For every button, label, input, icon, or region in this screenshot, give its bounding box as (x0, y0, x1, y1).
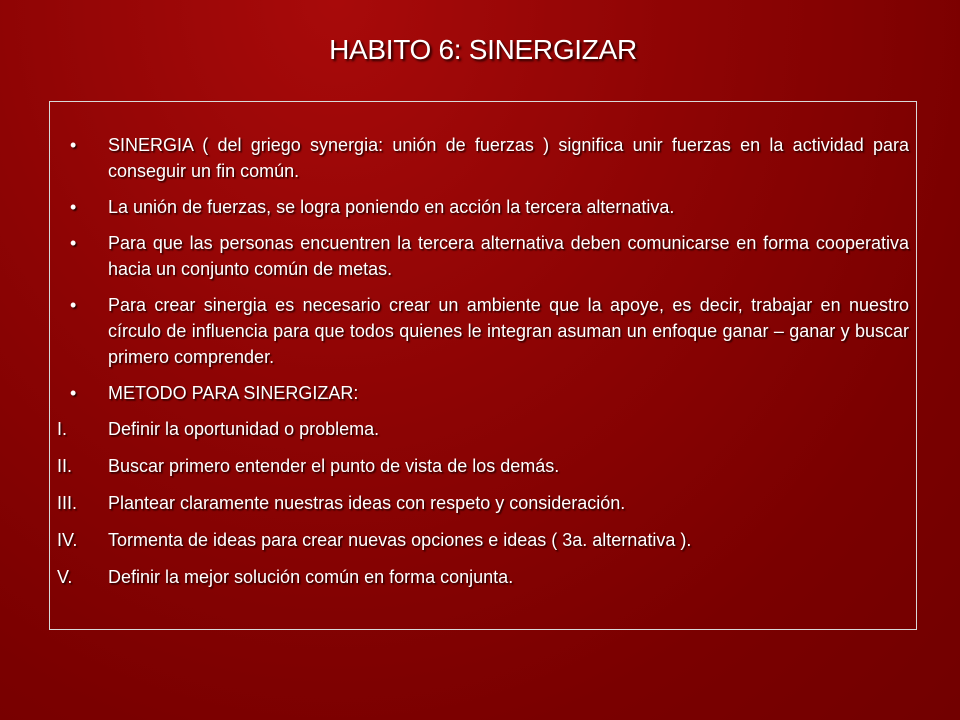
bullet-text: Para que las personas encuentren la tercera alternativa deben comunicarse en forma cooperativa hacia un conjunto común de metas. (108, 233, 909, 279)
bullet-marker: • (70, 135, 77, 155)
bullet-marker: • (70, 197, 77, 217)
bullet-text: La unión de fuerzas, se logra poniendo en acción la tercera alternativa. (108, 197, 675, 217)
step-item (57, 453, 909, 479)
step-item (57, 527, 909, 553)
bullet-text: SINERGIA ( del griego synergia: unión de fuerzas ) significa unir fuerzas en la actividad para conseguir un fin común. (108, 135, 909, 181)
step-numeral: IV. (57, 530, 78, 550)
slide-title: HABITO 6: SINERGIZAR (329, 34, 637, 65)
bullet-marker: • (70, 233, 77, 253)
step-item (57, 416, 909, 442)
bullet-marker: • (70, 295, 77, 315)
step-text: Definir la oportunidad o problema. (108, 419, 380, 439)
step-text: Buscar primero entender el punto de vista de los demás. (108, 456, 560, 476)
bullet-item (57, 292, 909, 370)
step-text: Tormenta de ideas para crear nuevas opciones e ideas ( 3a. alternativa ). (108, 530, 692, 550)
content-box (49, 101, 917, 630)
step-item (57, 490, 909, 516)
bullet-item (57, 380, 909, 406)
bullet-text: METODO PARA SINERGIZAR: (108, 383, 359, 403)
bullet-item (57, 132, 909, 184)
content-list (57, 132, 909, 601)
bullet-text: Para crear sinergia es necesario crear un ambiente que la apoye, es decir, trabajar en nuestro círculo de influencia para que todos quienes le integran asuman un enfoque ganar – ganar y buscar primero comprender. (108, 295, 909, 367)
bullet-item (57, 230, 909, 282)
step-text: Definir la mejor solución común en forma conjunta. (108, 567, 514, 587)
step-numeral: I. (57, 419, 68, 439)
step-numeral: II. (57, 456, 73, 476)
step-numeral: V. (57, 567, 73, 587)
step-numeral: III. (57, 493, 78, 513)
bullet-marker: • (70, 383, 77, 403)
bullet-item (57, 194, 909, 220)
step-text: Plantear claramente nuestras ideas con respeto y consideración. (108, 493, 626, 513)
step-item (57, 564, 909, 590)
